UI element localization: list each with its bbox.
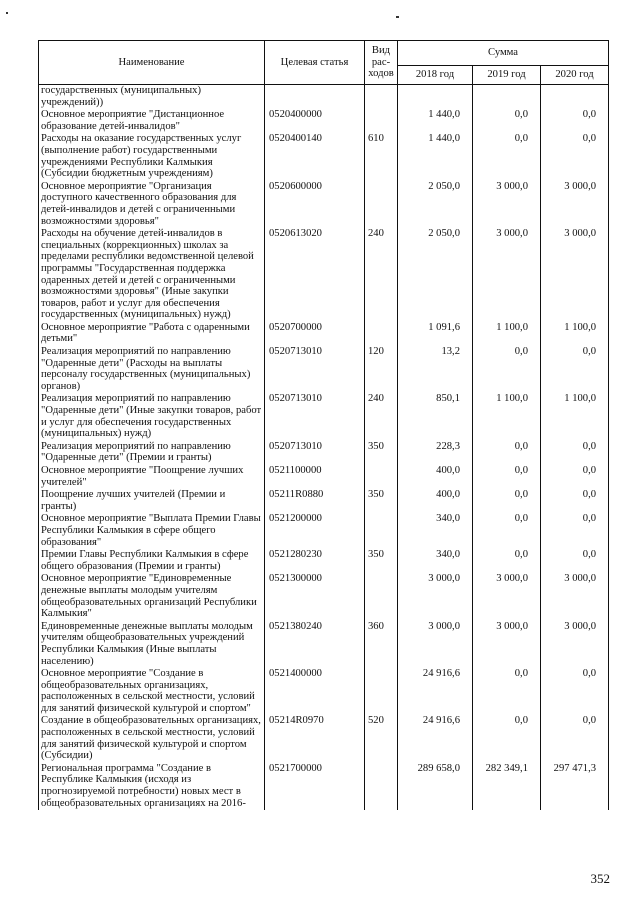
row-code: 0521380240 bbox=[265, 621, 365, 668]
row-vid bbox=[365, 465, 398, 489]
row-2020: 3 000,0 bbox=[541, 228, 609, 322]
budget-table bbox=[38, 40, 609, 810]
row-2020: 0,0 bbox=[541, 549, 609, 573]
row-2019: 0,0 bbox=[473, 549, 541, 573]
row-2019: 0,0 bbox=[473, 715, 541, 762]
row-2018: 1 440,0 bbox=[398, 109, 473, 133]
row-2018: 400,0 bbox=[398, 465, 473, 489]
table-row bbox=[39, 393, 609, 440]
header-year-2020: 2020 год bbox=[541, 66, 609, 85]
row-code: 0521700000 bbox=[265, 763, 365, 810]
row-code: 0521300000 bbox=[265, 573, 365, 620]
row-name: Основное мероприятие "Создание в общеобразовательных организациях, расположенных в сельской местности, условий для занятий физической культурой и спортом" bbox=[39, 668, 265, 715]
row-2018: 24 916,6 bbox=[398, 715, 473, 762]
row-2019: 0,0 bbox=[473, 668, 541, 715]
row-2020: 0,0 bbox=[541, 346, 609, 393]
row-code: 0521280230 bbox=[265, 549, 365, 573]
row-vid: 610 bbox=[365, 133, 398, 180]
row-vid: 350 bbox=[365, 549, 398, 573]
row-name: Основное мероприятие "Единовременные денежные выплаты молодым учителям общеобразовательных организаций Республики Калмыкия" bbox=[39, 573, 265, 620]
header-vid: Вид рас-ходов bbox=[365, 41, 398, 85]
row-2020: 0,0 bbox=[541, 133, 609, 180]
row-2019: 3 000,0 bbox=[473, 573, 541, 620]
row-vid: 120 bbox=[365, 346, 398, 393]
row-code: 0521400000 bbox=[265, 668, 365, 715]
row-2019: 0,0 bbox=[473, 109, 541, 133]
row-2020: 1 100,0 bbox=[541, 322, 609, 346]
row-code: 0520613020 bbox=[265, 228, 365, 322]
row-name: Премии Главы Республики Калмыкия в сфере общего образования (Премии и гранты) bbox=[39, 549, 265, 573]
table-row bbox=[39, 573, 609, 620]
row-2020: 0,0 bbox=[541, 109, 609, 133]
row-2020: 297 471,3 bbox=[541, 763, 609, 810]
row-name: Основное мероприятие "Организация доступного качественного образования для детей-инвалидов и детей с ограниченными возможностями здоровья" bbox=[39, 181, 265, 228]
row-2019: 1 100,0 bbox=[473, 393, 541, 440]
row-2019: 1 100,0 bbox=[473, 322, 541, 346]
row-2018: 2 050,0 bbox=[398, 228, 473, 322]
row-vid bbox=[365, 85, 398, 110]
table-row bbox=[39, 549, 609, 573]
table-body bbox=[39, 85, 609, 811]
row-code: 05214R0970 bbox=[265, 715, 365, 762]
row-2019: 3 000,0 bbox=[473, 228, 541, 322]
table-row bbox=[39, 441, 609, 465]
row-2018: 340,0 bbox=[398, 513, 473, 549]
row-2020: 0,0 bbox=[541, 489, 609, 513]
row-2018: 13,2 bbox=[398, 346, 473, 393]
table-row bbox=[39, 465, 609, 489]
row-2020: 1 100,0 bbox=[541, 393, 609, 440]
row-2018: 2 050,0 bbox=[398, 181, 473, 228]
row-2019: 0,0 bbox=[473, 489, 541, 513]
row-vid bbox=[365, 322, 398, 346]
row-2020: 0,0 bbox=[541, 465, 609, 489]
row-name: Основное мероприятие "Выплата Премии Главы Республики Калмыкия в сфере общего образования" bbox=[39, 513, 265, 549]
row-2018: 289 658,0 bbox=[398, 763, 473, 810]
row-2018: 340,0 bbox=[398, 549, 473, 573]
table-row bbox=[39, 181, 609, 228]
header-sum: Сумма bbox=[398, 41, 609, 66]
row-2020: 0,0 bbox=[541, 715, 609, 762]
row-2018: 24 916,6 bbox=[398, 668, 473, 715]
table-row bbox=[39, 715, 609, 762]
table-row bbox=[39, 621, 609, 668]
row-2019: 3 000,0 bbox=[473, 181, 541, 228]
row-name: Региональная программа "Создание в Республике Калмыкия (исходя из прогнозируемой потребности) новых мест в общеобразовательных организациях на 2016- bbox=[39, 763, 265, 810]
row-vid bbox=[365, 109, 398, 133]
header-year-2019: 2019 год bbox=[473, 66, 541, 85]
row-2020: 0,0 bbox=[541, 668, 609, 715]
row-name: государственных (муниципальных) учреждений)) bbox=[39, 85, 265, 110]
row-name: Реализация мероприятий по направлению "Одаренные дети" (Иные закупки товаров, работ и услуг для обеспечения государственных (муниципальных) нужд) bbox=[39, 393, 265, 440]
row-2019: 3 000,0 bbox=[473, 621, 541, 668]
row-vid: 350 bbox=[365, 441, 398, 465]
row-code: 0520400140 bbox=[265, 133, 365, 180]
row-2020: 0,0 bbox=[541, 441, 609, 465]
row-vid bbox=[365, 573, 398, 620]
row-vid bbox=[365, 513, 398, 549]
table-row bbox=[39, 489, 609, 513]
row-2018: 228,3 bbox=[398, 441, 473, 465]
header-year-2018: 2018 год bbox=[398, 66, 473, 85]
row-name: Поощрение лучших учителей (Премии и гранты) bbox=[39, 489, 265, 513]
scan-dot-left bbox=[6, 12, 8, 14]
row-2018: 850,1 bbox=[398, 393, 473, 440]
row-vid: 350 bbox=[365, 489, 398, 513]
table-row bbox=[39, 513, 609, 549]
row-vid: 360 bbox=[365, 621, 398, 668]
row-2019: 0,0 bbox=[473, 346, 541, 393]
table-row bbox=[39, 85, 609, 110]
row-2019: 282 349,1 bbox=[473, 763, 541, 810]
row-name: Основное мероприятие "Работа с одаренными детьми" bbox=[39, 322, 265, 346]
row-2018: 3 000,0 bbox=[398, 621, 473, 668]
row-2018: 400,0 bbox=[398, 489, 473, 513]
row-code bbox=[265, 85, 365, 110]
row-2019: 0,0 bbox=[473, 133, 541, 180]
row-2018 bbox=[398, 85, 473, 110]
row-2018: 1 440,0 bbox=[398, 133, 473, 180]
header-name: Наименование bbox=[39, 41, 265, 85]
row-name: Реализация мероприятий по направлению "Одаренные дети" (Расходы на выплаты персоналу государственных (муниципальных) органов) bbox=[39, 346, 265, 393]
row-2019 bbox=[473, 85, 541, 110]
table-row bbox=[39, 133, 609, 180]
row-code: 05211R0880 bbox=[265, 489, 365, 513]
row-2018: 3 000,0 bbox=[398, 573, 473, 620]
row-2020: 3 000,0 bbox=[541, 181, 609, 228]
row-2018: 1 091,6 bbox=[398, 322, 473, 346]
scan-dot-center bbox=[396, 16, 399, 18]
row-2019: 0,0 bbox=[473, 441, 541, 465]
table-row bbox=[39, 763, 609, 810]
row-code: 0520713010 bbox=[265, 346, 365, 393]
row-name: Единовременные денежные выплаты молодым учителям общеобразовательных учреждений Республики Калмыкия (Иные выплаты населению) bbox=[39, 621, 265, 668]
row-code: 0521100000 bbox=[265, 465, 365, 489]
row-2020: 3 000,0 bbox=[541, 573, 609, 620]
row-2019: 0,0 bbox=[473, 513, 541, 549]
row-vid: 520 bbox=[365, 715, 398, 762]
row-vid bbox=[365, 763, 398, 810]
row-name: Расходы на оказание государственных услуг (выполнение работ) государственными учреждениями Республики Калмыкия (Субсидии бюджетным учреждениям) bbox=[39, 133, 265, 180]
row-vid bbox=[365, 181, 398, 228]
row-code: 0520713010 bbox=[265, 393, 365, 440]
row-vid bbox=[365, 668, 398, 715]
table-row bbox=[39, 346, 609, 393]
row-name: Реализация мероприятий по направлению "Одаренные дети" (Премии и гранты) bbox=[39, 441, 265, 465]
page-number: 352 bbox=[590, 871, 610, 886]
row-2020: 3 000,0 bbox=[541, 621, 609, 668]
row-code: 0520700000 bbox=[265, 322, 365, 346]
table-row bbox=[39, 668, 609, 715]
table-row bbox=[39, 322, 609, 346]
row-2019: 0,0 bbox=[473, 465, 541, 489]
table-row bbox=[39, 228, 609, 322]
header-target: Целевая статья bbox=[265, 41, 365, 85]
row-code: 0520400000 bbox=[265, 109, 365, 133]
row-2020 bbox=[541, 85, 609, 110]
row-code: 0520600000 bbox=[265, 181, 365, 228]
table-header bbox=[39, 41, 609, 85]
row-code: 0520713010 bbox=[265, 441, 365, 465]
row-name: Создание в общеобразовательных организациях, расположенных в сельской местности, условий для занятий физической культурой и спортом (Субсидии) bbox=[39, 715, 265, 762]
row-vid: 240 bbox=[365, 393, 398, 440]
row-code: 0521200000 bbox=[265, 513, 365, 549]
row-name: Основное мероприятие "Поощрение лучших учителей" bbox=[39, 465, 265, 489]
row-vid: 240 bbox=[365, 228, 398, 322]
row-name: Расходы на обучение детей-инвалидов в специальных (коррекционных) школах за пределами республики ведомственной целевой программы "Государственная поддержка одаренных детей и детей с ограниченными возможностями здоровья" (Иные закупки товаров, работ и услуг для обеспечения государственных (муниципальных) нужд) bbox=[39, 228, 265, 322]
row-name: Основное мероприятие "Дистанционное образование детей-инвалидов" bbox=[39, 109, 265, 133]
table-row bbox=[39, 109, 609, 133]
row-2020: 0,0 bbox=[541, 513, 609, 549]
